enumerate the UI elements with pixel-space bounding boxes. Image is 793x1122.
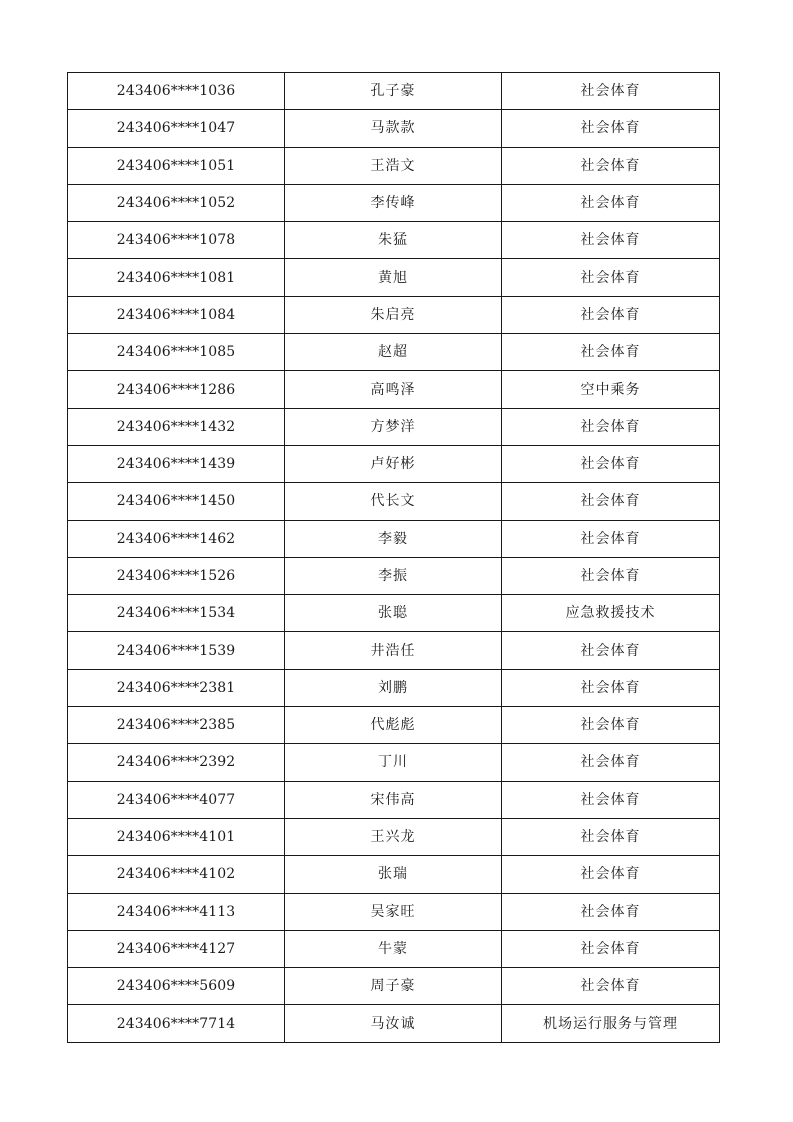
table-row <box>68 110 720 147</box>
student-id-cell: 243406****4127 <box>68 930 285 967</box>
table-row <box>68 483 720 520</box>
student-id-cell: 243406****1084 <box>68 296 285 333</box>
student-name-cell: 刘鹏 <box>285 669 502 706</box>
student-name-cell: 周子豪 <box>285 968 502 1005</box>
student-id-cell: 243406****4102 <box>68 856 285 893</box>
student-id-cell: 243406****1078 <box>68 222 285 259</box>
student-id-cell: 243406****1286 <box>68 371 285 408</box>
student-name-cell: 黄旭 <box>285 259 502 296</box>
student-name-cell: 马汝诚 <box>285 1005 502 1042</box>
student-major-cell: 社会体育 <box>502 707 720 744</box>
student-id-cell: 243406****1539 <box>68 632 285 669</box>
student-name-cell: 代长文 <box>285 483 502 520</box>
student-id-cell: 243406****1439 <box>68 445 285 482</box>
student-major-cell: 社会体育 <box>502 408 720 445</box>
student-major-cell: 社会体育 <box>502 110 720 147</box>
table-row <box>68 669 720 706</box>
student-id-cell: 243406****1047 <box>68 110 285 147</box>
student-name-cell: 马款款 <box>285 110 502 147</box>
student-major-cell: 社会体育 <box>502 483 720 520</box>
student-name-cell: 井浩任 <box>285 632 502 669</box>
student-major-cell: 社会体育 <box>502 445 720 482</box>
table-row <box>68 707 720 744</box>
table-row <box>68 1005 720 1042</box>
table-row <box>68 259 720 296</box>
student-major-cell: 社会体育 <box>502 222 720 259</box>
student-name-cell: 丁川 <box>285 744 502 781</box>
student-name-cell: 牛蒙 <box>285 930 502 967</box>
student-name-cell: 赵超 <box>285 334 502 371</box>
student-id-cell: 243406****2381 <box>68 669 285 706</box>
table-row <box>68 595 720 632</box>
student-id-cell: 243406****1081 <box>68 259 285 296</box>
student-major-cell: 机场运行服务与管理 <box>502 1005 720 1042</box>
student-major-cell: 社会体育 <box>502 296 720 333</box>
student-name-cell: 张瑞 <box>285 856 502 893</box>
student-id-cell: 243406****4077 <box>68 781 285 818</box>
student-id-cell: 243406****1036 <box>68 73 285 110</box>
student-name-cell: 王浩文 <box>285 147 502 184</box>
student-id-cell: 243406****7714 <box>68 1005 285 1042</box>
student-id-cell: 243406****1051 <box>68 147 285 184</box>
student-major-cell: 社会体育 <box>502 557 720 594</box>
table-row <box>68 222 720 259</box>
student-major-cell: 社会体育 <box>502 893 720 930</box>
student-major-cell: 社会体育 <box>502 334 720 371</box>
student-roster-table <box>67 72 720 1043</box>
student-id-cell: 243406****2385 <box>68 707 285 744</box>
student-id-cell: 243406****1526 <box>68 557 285 594</box>
roster-table-body <box>68 73 720 1043</box>
table-row <box>68 930 720 967</box>
table-row <box>68 371 720 408</box>
table-row <box>68 781 720 818</box>
table-row <box>68 557 720 594</box>
table-row <box>68 818 720 855</box>
table-row <box>68 445 720 482</box>
student-id-cell: 243406****2392 <box>68 744 285 781</box>
student-name-cell: 朱启亮 <box>285 296 502 333</box>
student-name-cell: 李传峰 <box>285 184 502 221</box>
student-name-cell: 李振 <box>285 557 502 594</box>
student-id-cell: 243406****1450 <box>68 483 285 520</box>
student-name-cell: 吴家旺 <box>285 893 502 930</box>
table-row <box>68 334 720 371</box>
table-row <box>68 632 720 669</box>
student-id-cell: 243406****4113 <box>68 893 285 930</box>
student-major-cell: 社会体育 <box>502 259 720 296</box>
student-id-cell: 243406****1085 <box>68 334 285 371</box>
student-major-cell: 社会体育 <box>502 520 720 557</box>
student-id-cell: 243406****1462 <box>68 520 285 557</box>
student-name-cell: 李毅 <box>285 520 502 557</box>
student-major-cell: 社会体育 <box>502 930 720 967</box>
student-major-cell: 应急救援技术 <box>502 595 720 632</box>
table-row <box>68 744 720 781</box>
student-major-cell: 社会体育 <box>502 818 720 855</box>
student-major-cell: 社会体育 <box>502 632 720 669</box>
student-name-cell: 王兴龙 <box>285 818 502 855</box>
student-name-cell: 宋伟高 <box>285 781 502 818</box>
student-major-cell: 空中乘务 <box>502 371 720 408</box>
table-row <box>68 184 720 221</box>
student-name-cell: 朱猛 <box>285 222 502 259</box>
student-id-cell: 243406****5609 <box>68 968 285 1005</box>
table-row <box>68 408 720 445</box>
student-major-cell: 社会体育 <box>502 744 720 781</box>
table-row <box>68 296 720 333</box>
student-id-cell: 243406****4101 <box>68 818 285 855</box>
table-row <box>68 147 720 184</box>
student-major-cell: 社会体育 <box>502 147 720 184</box>
student-name-cell: 高鸣泽 <box>285 371 502 408</box>
student-major-cell: 社会体育 <box>502 856 720 893</box>
table-row <box>68 73 720 110</box>
table-row <box>68 856 720 893</box>
student-name-cell: 方梦洋 <box>285 408 502 445</box>
student-id-cell: 243406****1534 <box>68 595 285 632</box>
student-name-cell: 张聪 <box>285 595 502 632</box>
table-row <box>68 893 720 930</box>
student-major-cell: 社会体育 <box>502 73 720 110</box>
student-name-cell: 孔子豪 <box>285 73 502 110</box>
student-name-cell: 卢好彬 <box>285 445 502 482</box>
table-row <box>68 520 720 557</box>
table-row <box>68 968 720 1005</box>
student-major-cell: 社会体育 <box>502 781 720 818</box>
student-major-cell: 社会体育 <box>502 669 720 706</box>
student-major-cell: 社会体育 <box>502 968 720 1005</box>
student-major-cell: 社会体育 <box>502 184 720 221</box>
student-id-cell: 243406****1432 <box>68 408 285 445</box>
student-id-cell: 243406****1052 <box>68 184 285 221</box>
student-name-cell: 代彪彪 <box>285 707 502 744</box>
